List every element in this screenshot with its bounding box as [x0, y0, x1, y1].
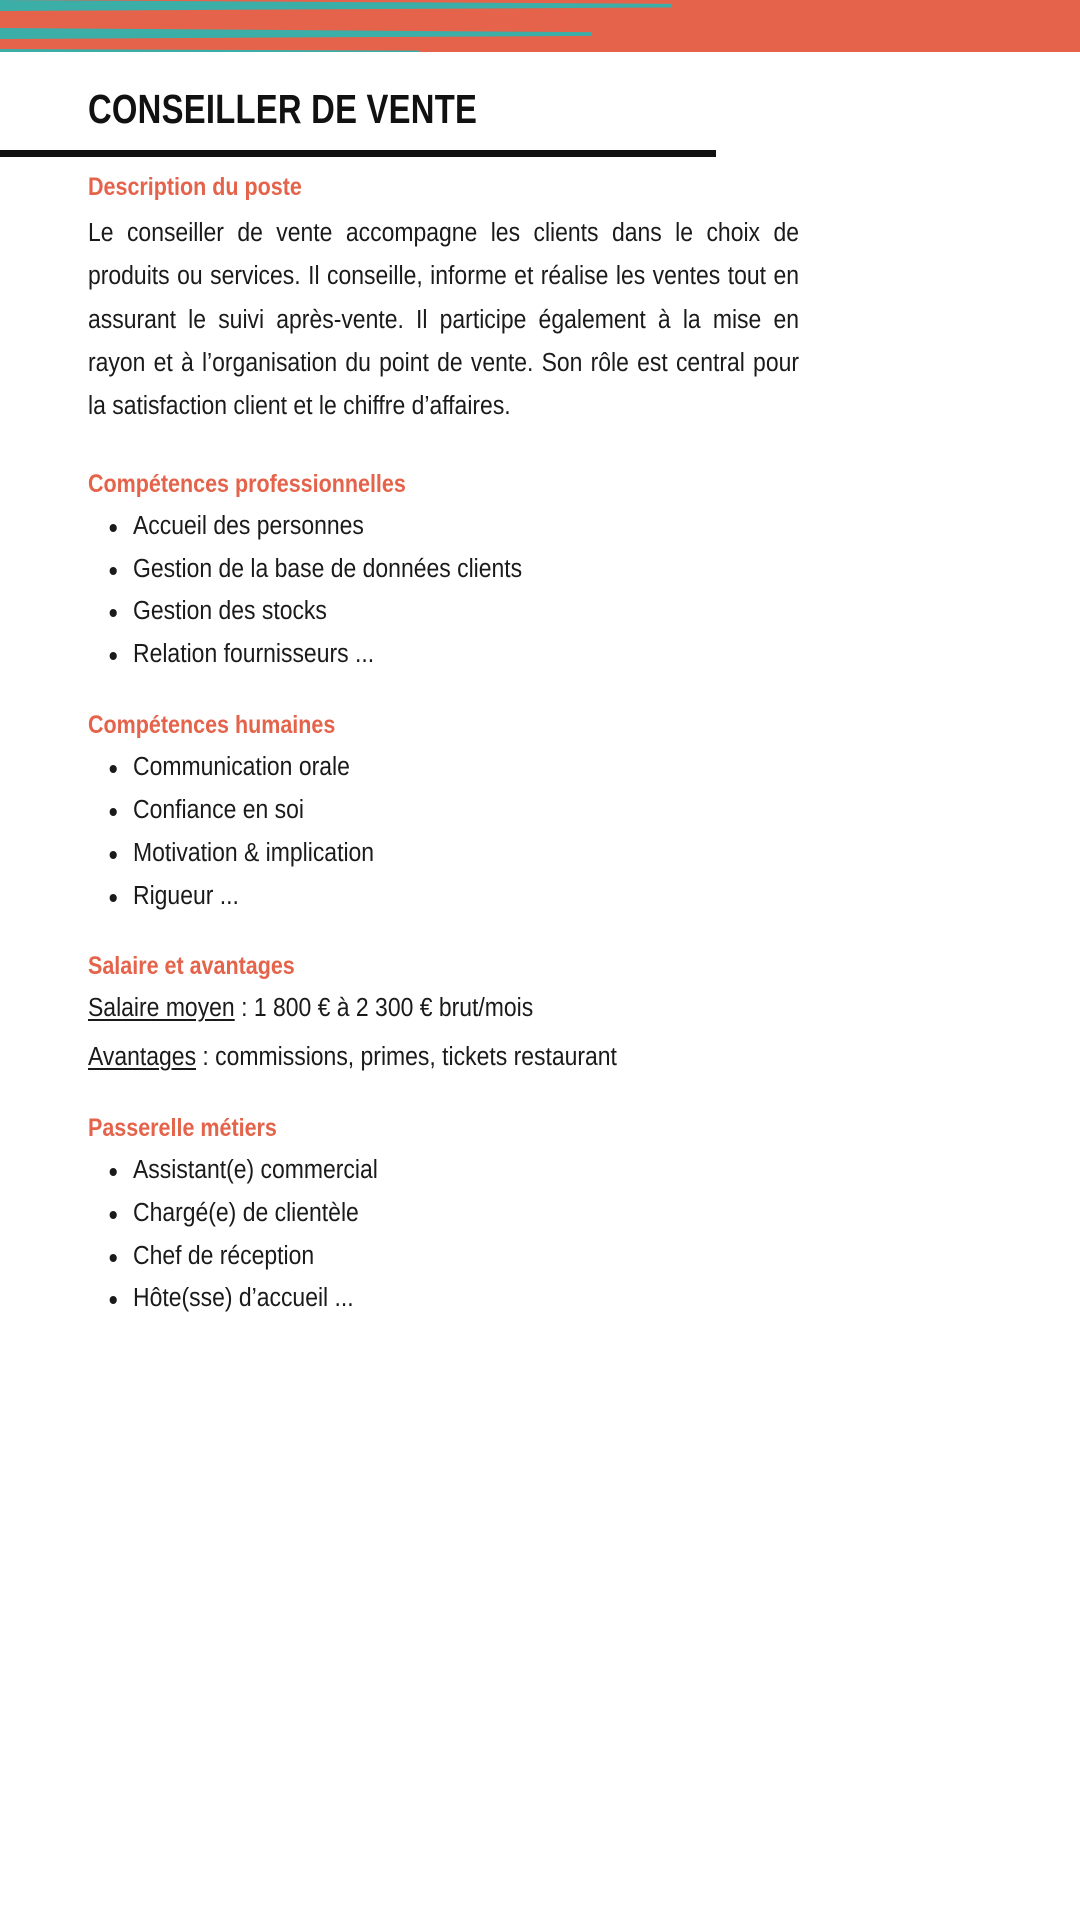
list-item: Relation fournisseurs ... [88, 633, 725, 676]
banner-stripe-2 [0, 28, 592, 39]
salary-average-value: : 1 800 € à 2 300 € brut/mois [234, 994, 534, 1023]
spacer [88, 676, 796, 710]
section-heading-career-paths: Passerelle métiers [88, 1114, 277, 1142]
list-item: Communication orale [88, 746, 725, 789]
salary-benefits-value: : commissions, primes, tickets restaurant [196, 1043, 617, 1072]
list-item: Assistant(e) commercial [88, 1149, 725, 1192]
list-item: Gestion de la base de données clients [88, 548, 725, 591]
list-item: Accueil des personnes [88, 505, 725, 548]
spacer [88, 917, 796, 951]
list-item: Chargé(e) de clientèle [88, 1192, 725, 1235]
description-paragraph: Le conseiller de vente accompagne les clients dans le choix de produits ou services. Il conseille, informe et réalise les ventes tout en assurant le suivi après-vente. Il participe également à la mise en rayon et à l’organisation du point de vente. Son rôle est central pour la satisfaction client et le chiffre d’affaires. [88, 219, 799, 421]
human-skills-list [88, 746, 796, 917]
title-divider-rule [0, 150, 716, 157]
career-paths-list [88, 1149, 796, 1320]
salary-average-line [88, 987, 725, 1030]
salary-benefits-line [88, 1036, 725, 1079]
section-description [88, 172, 799, 429]
section-career-paths [88, 1113, 796, 1320]
page-title: CONSEILLER DE VENTE [88, 86, 478, 132]
list-item: Rigueur ... [88, 875, 725, 918]
list-item: Motivation & implication [88, 832, 725, 875]
section-human-skills [88, 710, 796, 917]
section-salary [88, 951, 796, 1079]
header-banner [0, 0, 1080, 52]
section-heading-professional-skills: Compétences professionnelles [88, 469, 406, 498]
list-item: Confiance en soi [88, 789, 725, 832]
section-heading-description: Description du poste [88, 173, 302, 201]
document-content [88, 172, 799, 1320]
list-item: Chef de réception [88, 1235, 725, 1278]
list-item: Hôte(sse) d’accueil ... [88, 1277, 725, 1320]
spacer [88, 1079, 796, 1113]
salary-benefits-label: Avantages [88, 1043, 197, 1072]
section-heading-salary: Salaire et avantages [88, 952, 295, 981]
section-professional-skills [88, 469, 796, 676]
spacer [88, 429, 796, 469]
banner-stripe-3 [0, 49, 420, 52]
banner-stripe-1 [0, 0, 672, 11]
section-heading-human-skills: Compétences humaines [88, 711, 336, 740]
list-item: Gestion des stocks [88, 590, 725, 633]
salary-average-label: Salaire moyen [88, 994, 235, 1023]
professional-skills-list [88, 505, 796, 676]
